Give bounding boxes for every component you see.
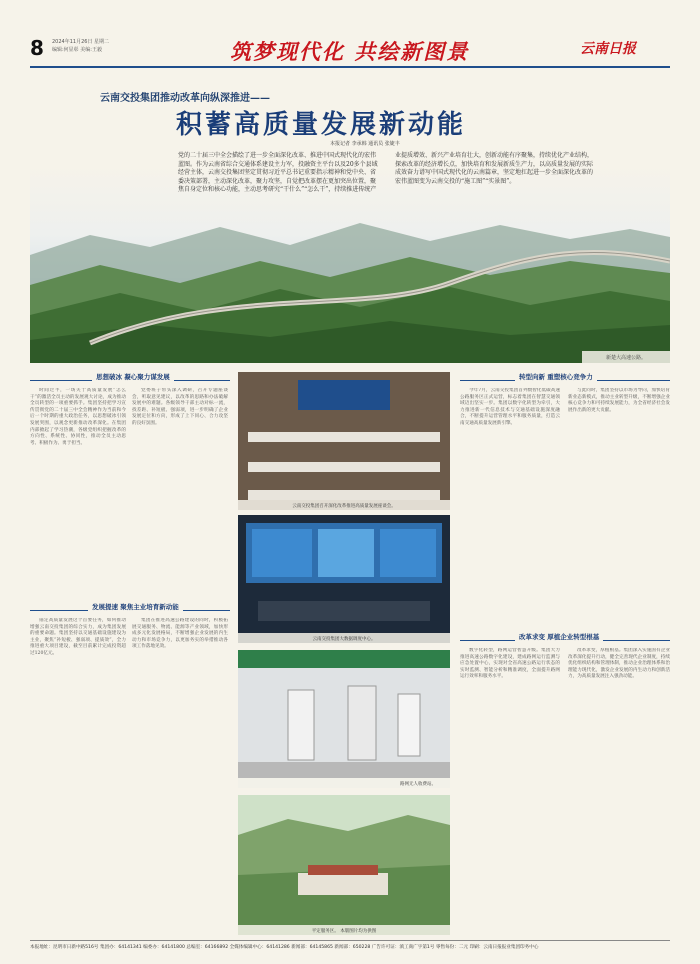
article-kicker: 云南交投集团推动改革向纵深推进—— xyxy=(100,93,270,104)
masthead-logo: 云南日报 xyxy=(580,41,636,57)
hero-landscape xyxy=(30,165,670,363)
article-lead: 党的二十届三中全会描绘了进一步全面深化改革、推进中国式现代化的宏伟蓝图。作为云南省综合交通体系建设主力军，投融资主平台以及20多个县域经营主体，云南交投集团坚定贯彻习近平总书记重要指示精神和党中央、省委决策部署，主动深化改革，聚力攻坚，自觉把改革摆在更加突出位置，聚焦自身定位和核心功能，主动思考研究“干什么”“怎么干”，持续推进传统产业提质增效、新兴产业培育壮大，创新动能有序聚集，持续优化产业结构，探索改革的经济增长点，加快培育和发展新质生产力，以高质量发展的实际成效奋力谱写中国式现代化的云南篇章，坚定地扛起进一步全面深化改革的宏伟蓝图变为云南交投的“施工图”“实景图”。 xyxy=(178,152,594,193)
article-title: 积蓄高质量发展新动能 xyxy=(176,110,467,140)
photo-caption: 云南交投集团召开深化改革推进高质量发展座谈会。 xyxy=(292,504,396,509)
photo-caption: 路网无人收费站。 xyxy=(400,782,436,787)
paragraph: 锚定高质量发展这个首要任务，如何推动增强云南交投集团的综合实力，成为集团发展的重要命题。集团坚持以交通基础设施建设为主业，聚焦“补短板、强弱项、提质效”，全力推进重大项目建设，截至目前累计完成投资超过120亿元。 xyxy=(30,618,126,656)
editor-line: 编辑:何显彰 美编:王毅 xyxy=(52,47,102,53)
page-slogan: 筑梦现代化 共绘新图景 xyxy=(230,39,470,64)
photo-caption: 云南交投集团大数据调度中心。 xyxy=(312,637,376,642)
section-heading: 思想破冰 凝心聚力谋发展 xyxy=(92,372,174,381)
paragraph: 集团在推进高速公路建设的同时，积极拓展交通服务、物流、能源等产业领域，加快形成多元化发展格局，不断增强企业发展的内生动力和市场竞争力，以更加务实的举措推动各项工作落地见效。 xyxy=(132,618,228,650)
hero-photo xyxy=(30,165,670,363)
paragraph: 与此同时，集团坚持以市场为导向，加快培育新业态新模式，推动主业转型升级，不断增强企业核心竞争力和可持续发展能力，为全省经济社会发展作出新的更大贡献。 xyxy=(568,388,670,413)
toll-station-image xyxy=(238,650,450,788)
date-line: 2024年11月26日 星期二 xyxy=(52,39,110,45)
text-column xyxy=(460,648,560,936)
paragraph: 数字化转型，路网运营智慧升级。集团大力推进高速公路数字化建设，建成路网运行监测与应急处置中心，实现对全省高速公路运行状态的实时监测、智能分析和精准调度，全面提升路网运行效率和服务水平。 xyxy=(460,648,560,680)
section-heading: 转型向新 重塑核心竞争力 xyxy=(515,372,597,381)
hero-caption: 新楚大高速公路。 xyxy=(605,355,647,361)
text-column xyxy=(460,388,560,594)
header-rule xyxy=(30,66,670,68)
text-column xyxy=(568,648,670,936)
control-center-image xyxy=(238,515,450,643)
section-heading: 改革求变 厚植企业转型根基 xyxy=(515,632,603,641)
photo-control-center xyxy=(238,515,450,643)
text-column xyxy=(132,618,228,936)
text-column xyxy=(568,388,670,594)
text-column xyxy=(30,388,126,594)
photo-caption: 平定服务区。 本版图片均为供图 xyxy=(311,929,377,934)
page-footer: 本报地址：昆明市日新中路516号 集团办：64141341 编委办：64141800 总编室：64166892 全媒体编辑中心：64141286 新闻部：64145865 新闻部：650228 广告许可证：滇工商广字第1号 零售每份：二元 印刷：云南日报报业集团印务中心 xyxy=(30,940,670,950)
paragraph: 党委班子带头深入调研，召开专题座谈会，听取意见建议，以改革的思路和办法破解发展中的难题。各级领导干部主动对标一流，找差距、补短板、强弱项，进一步明确了企业发展定位和方向，形成了上下同心、合力攻坚的良好氛围。 xyxy=(132,388,228,426)
page-number: 8 xyxy=(30,36,44,60)
text-column xyxy=(30,618,126,936)
text-column xyxy=(132,388,228,594)
section-heading: 发展提速 聚焦主业培育新动能 xyxy=(88,602,183,611)
page-meta xyxy=(52,38,109,54)
photo-toll-station xyxy=(238,650,450,788)
article-authors: 本报记者 李承韩 通讯员 张婕丰 xyxy=(330,141,400,147)
photo-meeting xyxy=(238,372,450,510)
photo-service-area xyxy=(238,795,450,935)
service-area-image xyxy=(238,795,450,935)
paragraph: 今年7月，云南交投集团首列数智化低碳高速公路服务区正式运营，标志着集团在智慧交通领域迈出坚实一步。集团以数字化转型为牵引，大力推进新一代信息技术与交通基础设施深度融合，不断提升运营管理水平和服务质量，打造云南交通高质量发展新引擎。 xyxy=(460,388,560,426)
meeting-image xyxy=(238,372,450,510)
paragraph: 改革求变，厚植根基。集团深入实施国有企业改革深化提升行动，健全完善现代企业制度，持续优化组织结构和管理体制，推动企业治理体系和治理能力现代化，激发企业发展的内生动力和创新活力，为高质量发展注入强劲动能。 xyxy=(568,648,670,680)
paragraph: 时间过半，一场关于高质量发展“怎么干”的激活全员主动的发展观大讨论，成为推动全员转型的一项重要抓手。集团坚持把学习宣传贯彻党的二十届三中全会精神作为当前和今后一个时期的重大政治任务，以思想破冰引领发展突围，以观念更新推动改革深化。在集团内部掀起了学习热潮，各级党组织把握改革的方向性、系统性、协同性，推动全员主动思考、积极作为、勇于担当。 xyxy=(30,388,126,446)
